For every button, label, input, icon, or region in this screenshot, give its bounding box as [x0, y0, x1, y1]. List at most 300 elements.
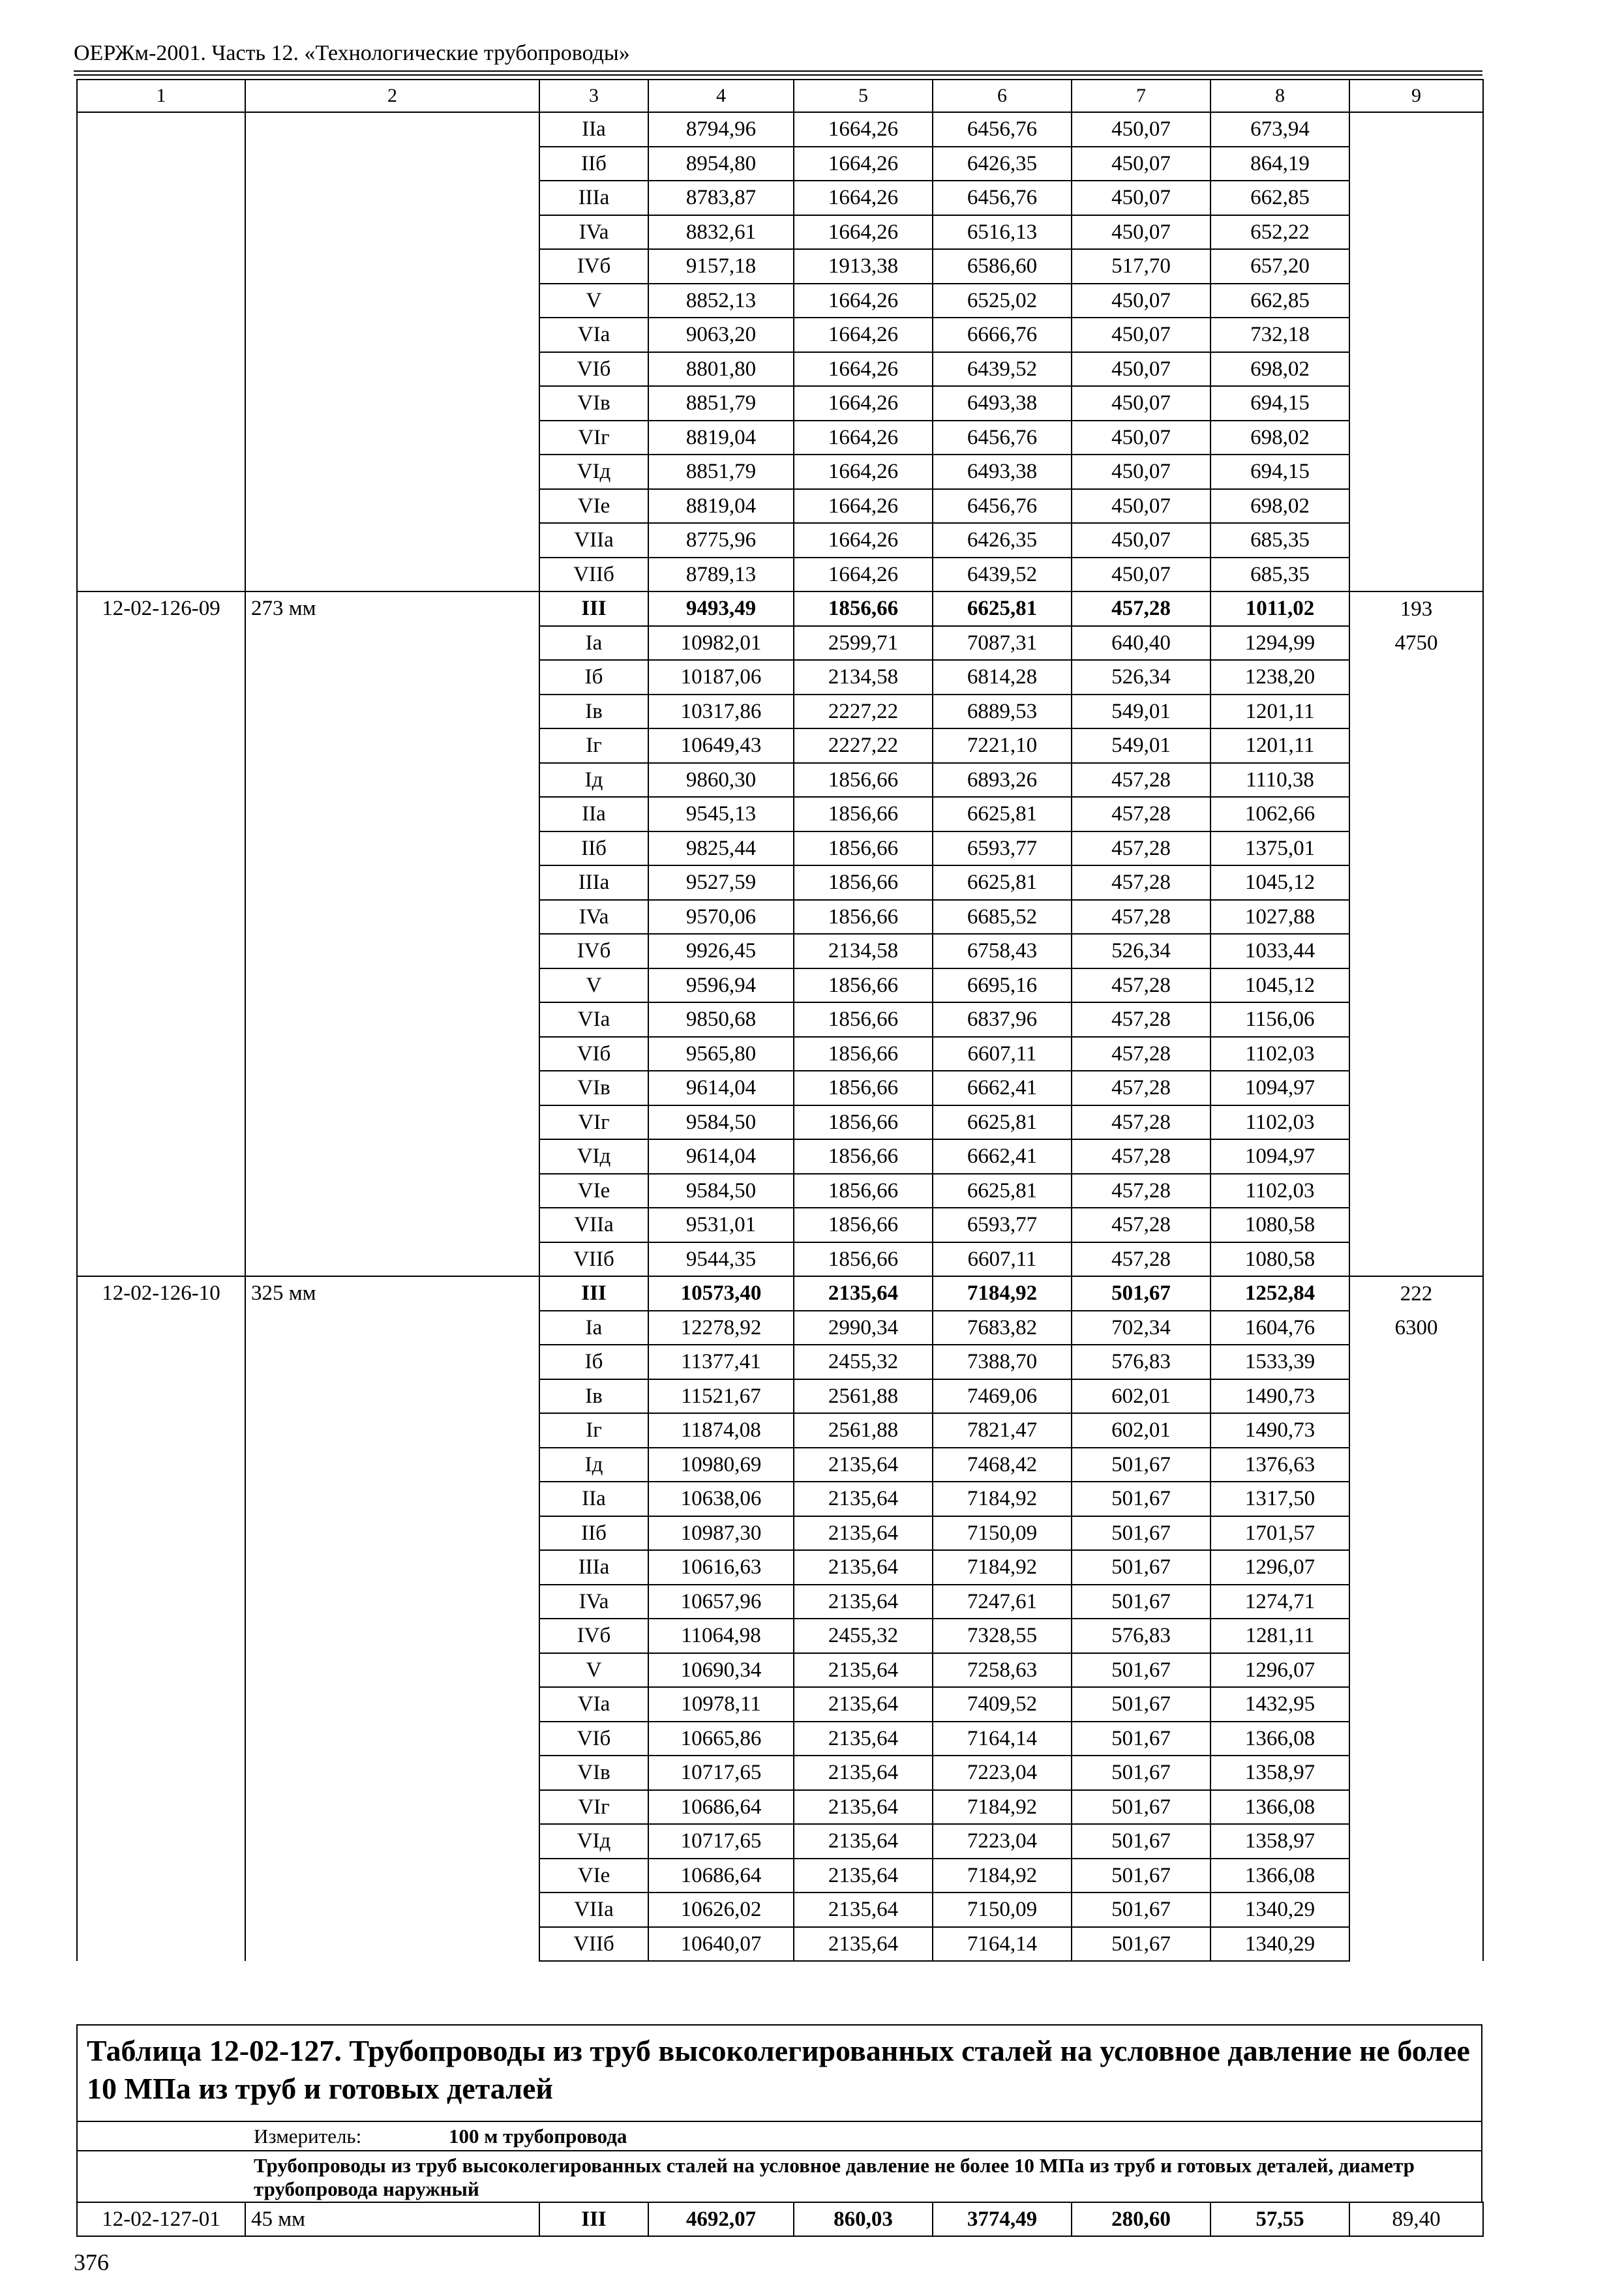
cell-col4: 8851,79: [648, 455, 794, 489]
cell-code: [77, 181, 245, 215]
meter-label: Измеритель:: [254, 2125, 362, 2147]
cell-col4: 9545,13: [648, 797, 794, 831]
cell-col8: 1366,08: [1210, 1859, 1349, 1893]
cell-code: [77, 1516, 245, 1551]
table-127-rows: [76, 2202, 1484, 2237]
cell-col5: 1664,26: [794, 284, 933, 318]
cell-col8: 1238,20: [1210, 660, 1349, 695]
cell-col4: 9493,49: [648, 591, 794, 626]
cell-code: [77, 421, 245, 455]
cell-col6: 6758,43: [933, 934, 1072, 968]
cell-col9: [1349, 489, 1483, 524]
cell-col5: 2135,64: [794, 1448, 933, 1482]
cell-diameter: [245, 1071, 539, 1105]
table-row: [77, 797, 1483, 831]
cell-category: IIIa: [539, 865, 648, 900]
cell-col8: 698,02: [1210, 489, 1349, 524]
cell-col7: 576,83: [1072, 1619, 1210, 1653]
cell-col8: 1102,03: [1210, 1174, 1349, 1208]
cell-col9: [1349, 1413, 1483, 1448]
cell-col6: 6625,81: [933, 865, 1072, 900]
cell-col7: 457,28: [1072, 1071, 1210, 1105]
table-row: [77, 1071, 1483, 1105]
cell-col6: 6695,16: [933, 968, 1072, 1003]
cell-col9: [1349, 1002, 1483, 1037]
cell-col8: 1110,38: [1210, 763, 1349, 798]
cell-col7: 549,01: [1072, 695, 1210, 729]
cell-col7: 549,01: [1072, 728, 1210, 763]
cell-diameter: [245, 1927, 539, 1962]
column-number: 7: [1072, 80, 1210, 112]
table-row: [77, 1139, 1483, 1174]
cell-col9: [1349, 1893, 1483, 1927]
cell-category: VIIa: [539, 1208, 648, 1242]
cell-diameter: [245, 1379, 539, 1414]
cell-col7: 450,07: [1072, 523, 1210, 558]
table-row: [77, 831, 1483, 866]
cell-col4: 10987,30: [648, 1516, 794, 1551]
cell-col9: [1349, 1790, 1483, 1825]
cell-category: IIa: [539, 1482, 648, 1516]
cell-diameter: [245, 1722, 539, 1756]
cell-code: [77, 1756, 245, 1790]
cell-category: Iв: [539, 1379, 648, 1414]
cell-code: [77, 318, 245, 352]
cell-col9: [1349, 1482, 1483, 1516]
cell-col4: 10187,06: [648, 660, 794, 695]
cell-col8: 1080,58: [1210, 1242, 1349, 1277]
cell-category: Iг: [539, 728, 648, 763]
cell-code: [77, 1585, 245, 1619]
cell-col7: 450,07: [1072, 421, 1210, 455]
cell-col6: 7468,42: [933, 1448, 1072, 1482]
cell-col7: 526,34: [1072, 934, 1210, 968]
cell-diameter: 45 мм: [245, 2202, 539, 2236]
cell-col8: 732,18: [1210, 318, 1349, 352]
cell-col6: 6456,76: [933, 489, 1072, 524]
cell-col6: 6439,52: [933, 558, 1072, 592]
cell-code: [77, 763, 245, 798]
cell-col7: 457,28: [1072, 763, 1210, 798]
cell-col6: 7150,09: [933, 1893, 1072, 1927]
cell-col6: 7223,04: [933, 1756, 1072, 1790]
cell-diameter: 325 мм: [245, 1276, 539, 1311]
cell-code: [77, 1790, 245, 1825]
cell-col7: 457,28: [1072, 1242, 1210, 1277]
table-row: [77, 1002, 1483, 1037]
cell-col7: 457,28: [1072, 1002, 1210, 1037]
table-row: [77, 1653, 1483, 1688]
cell-col4: 10980,69: [648, 1448, 794, 1482]
cell-code: [77, 1893, 245, 1927]
cell-col6: 7184,92: [933, 1276, 1072, 1311]
cell-code: [77, 900, 245, 935]
cell-code: [77, 728, 245, 763]
table-row: [77, 1756, 1483, 1790]
cell-diameter: [245, 865, 539, 900]
cell-col5: 1664,26: [794, 215, 933, 250]
cell-col4: 10640,07: [648, 1927, 794, 1962]
cell-col4: 8801,80: [648, 352, 794, 387]
cell-col8: 673,94: [1210, 112, 1349, 147]
cell-col5: 1856,66: [794, 1002, 933, 1037]
cell-category: Ia: [539, 1311, 648, 1345]
cell-col5: 1856,66: [794, 1071, 933, 1105]
cell-code: [77, 1311, 245, 1345]
cell-col4: 9860,30: [648, 763, 794, 798]
cell-diameter: [245, 1756, 539, 1790]
cell-code: 12-02-126-10: [77, 1276, 245, 1311]
cell-code: [77, 1927, 245, 1962]
cell-col7: 450,07: [1072, 215, 1210, 250]
cell-col5: 2135,64: [794, 1653, 933, 1688]
cell-col6: 7223,04: [933, 1824, 1072, 1859]
cell-col4: 12278,92: [648, 1311, 794, 1345]
cell-category: VIг: [539, 1790, 648, 1825]
cell-col4: 8789,13: [648, 558, 794, 592]
cell-col9: 222: [1349, 1276, 1483, 1311]
cell-col8: 1094,97: [1210, 1139, 1349, 1174]
table-row: [77, 1311, 1483, 1345]
cell-category: VIв: [539, 1071, 648, 1105]
cell-col4: 8954,80: [648, 147, 794, 181]
cell-col4: 9531,01: [648, 1208, 794, 1242]
header-rule: [74, 70, 1482, 72]
cell-col7: 457,28: [1072, 797, 1210, 831]
cell-col8: 694,15: [1210, 386, 1349, 421]
column-number: 4: [648, 80, 794, 112]
cell-category: VIa: [539, 1687, 648, 1722]
column-number: 6: [933, 80, 1072, 112]
cell-col6: 6586,60: [933, 249, 1072, 284]
cell-diameter: [245, 1482, 539, 1516]
table-row: [77, 1413, 1483, 1448]
cell-col6: 7247,61: [933, 1585, 1072, 1619]
cell-diameter: [245, 558, 539, 592]
cell-col4: 9584,50: [648, 1105, 794, 1140]
cell-col9: [1349, 352, 1483, 387]
column-number: 5: [794, 80, 933, 112]
cell-code: [77, 865, 245, 900]
cell-diameter: [245, 523, 539, 558]
cell-code: [77, 1037, 245, 1071]
cell-col7: 450,07: [1072, 318, 1210, 352]
cell-col4: 10686,64: [648, 1859, 794, 1893]
cell-col4: 8819,04: [648, 421, 794, 455]
table-row: [77, 181, 1483, 215]
cell-col8: 1281,11: [1210, 1619, 1349, 1653]
cell-diameter: [245, 1585, 539, 1619]
cell-col7: 457,28: [1072, 968, 1210, 1003]
cell-col4: 10717,65: [648, 1756, 794, 1790]
cell-col8: 1296,07: [1210, 1550, 1349, 1585]
cell-col7: 457,28: [1072, 865, 1210, 900]
cell-col9: [1349, 1345, 1483, 1379]
cell-col4: 10978,11: [648, 1687, 794, 1722]
cell-col8: 57,55: [1210, 2202, 1349, 2236]
cell-col6: 6516,13: [933, 215, 1072, 250]
cell-code: [77, 1824, 245, 1859]
cell-col8: 864,19: [1210, 147, 1349, 181]
cell-col4: 11874,08: [648, 1413, 794, 1448]
cell-col6: 6439,52: [933, 352, 1072, 387]
cell-col9: [1349, 1105, 1483, 1140]
cell-col5: 1664,26: [794, 318, 933, 352]
cell-category: VIIa: [539, 1893, 648, 1927]
table-row: [77, 900, 1483, 935]
cell-diameter: [245, 1824, 539, 1859]
table-127-title: Таблица 12-02-127. Трубопроводы из труб высоколегированных сталей на условное давление не более 10 МПа из труб и готовых деталей: [87, 2034, 1470, 2105]
cell-category: VIв: [539, 386, 648, 421]
cell-col5: 2135,64: [794, 1687, 933, 1722]
table-row: [77, 1893, 1483, 1927]
cell-category: Iд: [539, 763, 648, 798]
cell-col5: 1856,66: [794, 1105, 933, 1140]
cell-col6: 6456,76: [933, 112, 1072, 147]
cell-col9: [1349, 1585, 1483, 1619]
table-row: [77, 1516, 1483, 1551]
cell-col6: 6625,81: [933, 591, 1072, 626]
cell-col4: 10665,86: [648, 1722, 794, 1756]
cell-col4: 9596,94: [648, 968, 794, 1003]
cell-diameter: [245, 1790, 539, 1825]
cell-col7: 450,07: [1072, 284, 1210, 318]
cell-category: VIIб: [539, 1242, 648, 1277]
cell-col8: 1156,06: [1210, 1002, 1349, 1037]
cell-col7: 501,67: [1072, 1756, 1210, 1790]
cell-col6: 6607,11: [933, 1037, 1072, 1071]
cell-col8: 685,35: [1210, 558, 1349, 592]
cell-category: VIIa: [539, 523, 648, 558]
cell-col8: 1094,97: [1210, 1071, 1349, 1105]
cell-col9: [1349, 1139, 1483, 1174]
cell-col7: 501,67: [1072, 1585, 1210, 1619]
meter-value: 100 м трубопровода: [449, 2125, 627, 2147]
cell-col7: 450,07: [1072, 386, 1210, 421]
cell-col5: 1856,66: [794, 797, 933, 831]
cell-diameter: [245, 1893, 539, 1927]
cell-col4: 11064,98: [648, 1619, 794, 1653]
cell-col7: 450,07: [1072, 558, 1210, 592]
cell-col6: 6426,35: [933, 147, 1072, 181]
cell-category: IIIa: [539, 181, 648, 215]
table-row: [77, 386, 1483, 421]
cell-col5: 1664,26: [794, 523, 933, 558]
cell-col6: 6456,76: [933, 421, 1072, 455]
cell-col5: 2135,64: [794, 1859, 933, 1893]
cell-diameter: [245, 968, 539, 1003]
cell-col7: 526,34: [1072, 660, 1210, 695]
cell-col5: 1856,66: [794, 865, 933, 900]
cell-col5: 1664,26: [794, 112, 933, 147]
cell-col5: 1664,26: [794, 386, 933, 421]
table-row: [77, 352, 1483, 387]
cell-code: [77, 352, 245, 387]
cell-col8: 1252,84: [1210, 1276, 1349, 1311]
column-number: 2: [245, 80, 539, 112]
cell-col8: 694,15: [1210, 455, 1349, 489]
cell-col4: 9614,04: [648, 1071, 794, 1105]
cell-col6: 7184,92: [933, 1550, 1072, 1585]
cell-col4: 8819,04: [648, 489, 794, 524]
description-row: [76, 2150, 1482, 2202]
cell-category: Iб: [539, 660, 648, 695]
cell-col6: 6662,41: [933, 1139, 1072, 1174]
cell-col7: 457,28: [1072, 1174, 1210, 1208]
cell-col4: 10649,43: [648, 728, 794, 763]
cell-code: [77, 215, 245, 250]
cell-col4: 9544,35: [648, 1242, 794, 1277]
cell-diameter: [245, 626, 539, 661]
cell-col6: 7328,55: [933, 1619, 1072, 1653]
cell-col6: 7258,63: [933, 1653, 1072, 1688]
cell-col4: 10573,40: [648, 1276, 794, 1311]
cell-col6: 7821,47: [933, 1413, 1072, 1448]
cell-category: IIб: [539, 147, 648, 181]
table-row: [77, 1790, 1483, 1825]
cell-col5: 2135,64: [794, 1722, 933, 1756]
cell-col4: 8852,13: [648, 284, 794, 318]
cell-col5: 1664,26: [794, 455, 933, 489]
cell-col6: 6625,81: [933, 1105, 1072, 1140]
cell-code: [77, 1482, 245, 1516]
cell-code: [77, 934, 245, 968]
cell-category: Ia: [539, 626, 648, 661]
cell-code: [77, 660, 245, 695]
cell-col5: 1664,26: [794, 421, 933, 455]
cell-col4: 10982,01: [648, 626, 794, 661]
cell-category: VIIб: [539, 1927, 648, 1962]
column-number: 1: [77, 80, 245, 112]
cell-col4: 11521,67: [648, 1379, 794, 1414]
cell-diameter: [245, 181, 539, 215]
cell-col7: 457,28: [1072, 831, 1210, 866]
cell-code: [77, 489, 245, 524]
table-row: [77, 1174, 1483, 1208]
cell-category: IVб: [539, 1619, 648, 1653]
cell-col9: 4750: [1349, 626, 1483, 661]
cell-col5: 1664,26: [794, 558, 933, 592]
cell-col5: 2455,32: [794, 1345, 933, 1379]
cell-col8: 1080,58: [1210, 1208, 1349, 1242]
cell-col8: 1376,63: [1210, 1448, 1349, 1482]
cell-col4: 9850,68: [648, 1002, 794, 1037]
cell-col7: 501,67: [1072, 1927, 1210, 1962]
cell-col8: 1366,08: [1210, 1722, 1349, 1756]
table-row: [77, 523, 1483, 558]
cell-category: IIб: [539, 1516, 648, 1551]
cell-col6: 7184,92: [933, 1482, 1072, 1516]
cell-category: Iд: [539, 1448, 648, 1482]
cell-col6: 6493,38: [933, 455, 1072, 489]
column-number: 3: [539, 80, 648, 112]
cell-col7: 576,83: [1072, 1345, 1210, 1379]
cell-col6: 6593,77: [933, 831, 1072, 866]
cell-code: [77, 1139, 245, 1174]
cell-col6: 6666,76: [933, 318, 1072, 352]
table-row: [77, 1242, 1483, 1277]
cell-category: V: [539, 284, 648, 318]
cell-col9: [1349, 421, 1483, 455]
cell-category: IIa: [539, 112, 648, 147]
cell-code: [77, 1105, 245, 1140]
cell-col4: 9157,18: [648, 249, 794, 284]
cell-diameter: 273 мм: [245, 591, 539, 626]
cell-col5: 1856,66: [794, 1037, 933, 1071]
cell-col5: 1856,66: [794, 1174, 933, 1208]
cell-col6: 7388,70: [933, 1345, 1072, 1379]
table-row: [77, 421, 1483, 455]
cell-col8: 698,02: [1210, 352, 1349, 387]
cell-col4: 11377,41: [648, 1345, 794, 1379]
cell-col7: 501,67: [1072, 1859, 1210, 1893]
cell-col5: 1856,66: [794, 1139, 933, 1174]
cell-col8: 662,85: [1210, 284, 1349, 318]
cell-category: V: [539, 1653, 648, 1688]
table-row: [77, 2202, 1483, 2236]
cell-category: IVб: [539, 934, 648, 968]
cell-code: [77, 386, 245, 421]
cell-col5: 860,03: [794, 2202, 933, 2236]
cell-col5: 1664,26: [794, 181, 933, 215]
cell-col9: [1349, 386, 1483, 421]
table-row: [77, 1550, 1483, 1585]
cell-col9: [1349, 1687, 1483, 1722]
cell-category: VIб: [539, 352, 648, 387]
cell-col9: [1349, 455, 1483, 489]
cell-category: IVa: [539, 1585, 648, 1619]
cell-col7: 457,28: [1072, 1037, 1210, 1071]
cell-col8: 1432,95: [1210, 1687, 1349, 1722]
cell-col6: 7409,52: [933, 1687, 1072, 1722]
cell-code: [77, 147, 245, 181]
cell-diameter: [245, 763, 539, 798]
cell-col7: 501,67: [1072, 1722, 1210, 1756]
cell-col4: 9825,44: [648, 831, 794, 866]
cell-category: IIa: [539, 797, 648, 831]
table-row: [77, 249, 1483, 284]
cell-diameter: [245, 489, 539, 524]
cell-col9: [1349, 215, 1483, 250]
cell-col9: [1349, 1722, 1483, 1756]
cell-col9: [1349, 900, 1483, 935]
cell-col8: 1701,57: [1210, 1516, 1349, 1551]
cell-col5: 1856,66: [794, 1208, 933, 1242]
cell-diameter: [245, 1242, 539, 1277]
cell-col5: 1664,26: [794, 352, 933, 387]
cell-diameter: [245, 1859, 539, 1893]
cell-col4: 10638,06: [648, 1482, 794, 1516]
cell-col8: 1062,66: [1210, 797, 1349, 831]
cell-col8: 1340,29: [1210, 1893, 1349, 1927]
cell-category: IVб: [539, 249, 648, 284]
cell-col5: 1856,66: [794, 1242, 933, 1277]
cell-col9: [1349, 1859, 1483, 1893]
cell-code: [77, 1550, 245, 1585]
cell-col4: 10616,63: [648, 1550, 794, 1585]
cell-col6: 6525,02: [933, 284, 1072, 318]
cell-diameter: [245, 386, 539, 421]
cell-diameter: [245, 695, 539, 729]
cell-diameter: [245, 831, 539, 866]
cell-col7: 640,40: [1072, 626, 1210, 661]
cell-col4: 10317,86: [648, 695, 794, 729]
table-row: [77, 763, 1483, 798]
cell-diameter: [245, 455, 539, 489]
cell-col7: 501,67: [1072, 1516, 1210, 1551]
table-row: [77, 626, 1483, 661]
cell-col5: 2135,64: [794, 1276, 933, 1311]
